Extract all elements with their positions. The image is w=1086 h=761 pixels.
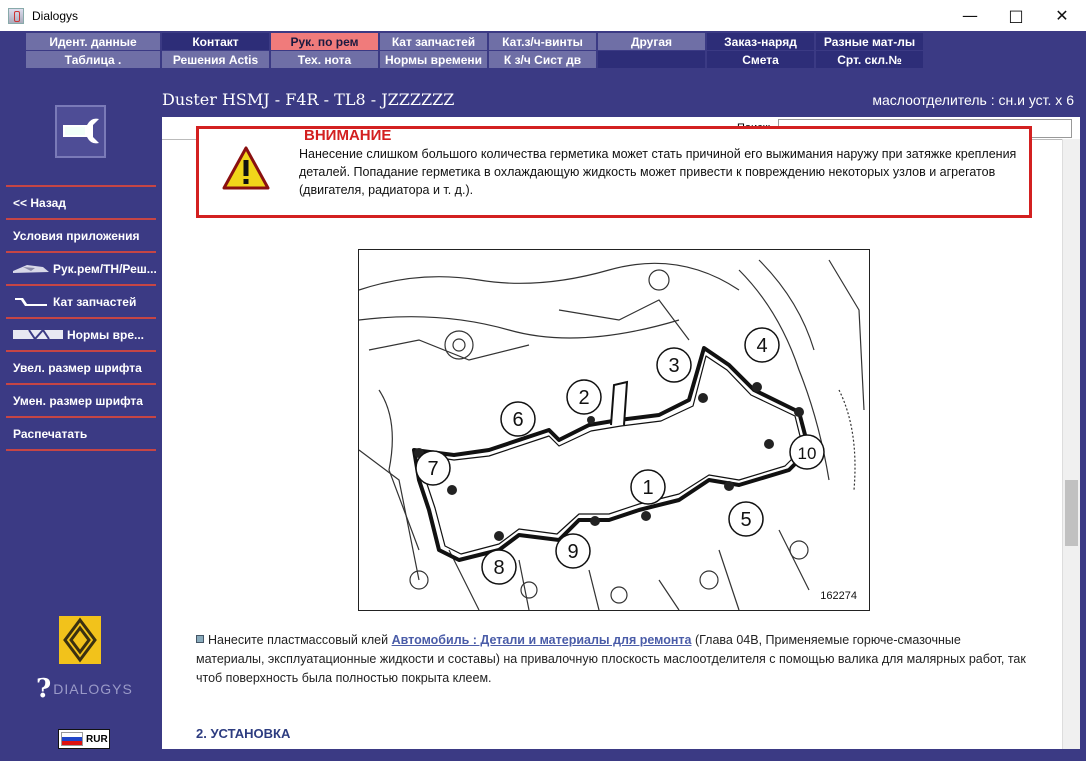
instruction-paragraph [196,631,1026,688]
tab-table[interactable]: Таблица . [26,51,160,68]
callout-10: 10 [797,444,817,463]
repair-wrench-icon [55,105,106,158]
page-title: Duster HSMJ - F4R - TL8 - JZZZZZZ [162,90,455,109]
sidebar-item-increase-font[interactable] [6,352,156,385]
tab-parts-catalog[interactable]: Кат запчастей [380,33,487,50]
tab-contact[interactable]: Контакт [162,33,269,50]
sidebar-item-label: Кат запчастей [53,294,137,309]
callout-9: 9 [567,541,579,563]
tab-estimate[interactable]: Смета [707,51,814,68]
warning-text: Нанесение слишком большого количества герметика может стать причиной его выжимания наружу при затяжке крепления деталей. Попадание герметика в охлаждающую жидкость может привести к повреждению некоторых узлов и агрегатов (двигателя, радиатора и т. д.). [299,147,1017,197]
title-bar [0,0,1086,31]
sidebar-item-label: Нормы вре... [67,327,145,342]
warning-box [196,126,1032,218]
renault-logo [59,616,101,664]
materials-link[interactable]: Автомобиль : Детали и материалы для ремонта [391,633,692,647]
callout-8: 8 [493,557,505,579]
currency-label: RUR [86,733,108,745]
sidebar-item-label: Умен. размер шрифта [13,393,143,408]
sidebar-item-label: Увел. размер шрифта [13,360,142,375]
tab-work-order[interactable]: Заказ-наряд [707,33,814,50]
warning-title: ВНИМАНИЕ [304,127,392,144]
sidebar-item-labor-times[interactable] [6,319,156,352]
oil-separator-illustration [359,250,871,612]
warning-triangle-icon [221,145,271,191]
callout-1: 1 [642,477,654,499]
tab-engine-system-parts[interactable]: К з/ч Сист дв [489,51,596,68]
sidebar-item-back[interactable] [6,187,156,220]
document-view [162,127,1062,749]
window-title: Dialogys [32,8,79,23]
help-question-icon: ? [36,674,52,704]
manual-icon [13,263,49,274]
callout-3: 3 [668,355,680,377]
java-app-icon [8,8,24,24]
content-panel [162,117,1080,749]
time-icon [13,329,63,340]
sidebar-item-parts-catalog[interactable] [6,286,156,319]
callout-7: 7 [427,458,439,480]
dialogys-logo [36,674,133,704]
russia-flag-icon [61,732,83,746]
currency-selector[interactable] [58,729,110,749]
engine-diagram [358,249,870,611]
sidebar-item-label: Условия приложения [13,228,140,243]
minimize-icon[interactable]: — [962,6,978,25]
document-header [162,88,1080,116]
sidebar-item-decrease-font[interactable] [6,385,156,418]
bullet-icon [196,635,204,643]
callout-6: 6 [512,409,524,431]
sidebar-item-label: Распечатать [13,426,88,441]
scrollbar-thumb[interactable] [1065,480,1078,546]
instruction-text-after: (Глава 04B, Применяемые горюче-смазочные материалы, эксплуатационные жидкости и составы) на привалочную плоскость маслоотделителя с помощью валика для малярных работ, так чтоб поверхность была полностью покрыта клеем. [196,633,1026,685]
brand-name: DIALOGYS [53,681,133,697]
tab-other[interactable]: Другая [598,33,705,50]
callout-4: 4 [756,335,768,357]
vertical-scrollbar[interactable] [1062,139,1080,749]
tab-warehouse-sort[interactable]: Срт. скл.№ [816,51,923,68]
sidebar-item-print[interactable] [6,418,156,451]
tab-empty [598,51,705,68]
callout-2: 2 [578,387,590,409]
tab-tech-note[interactable]: Тех. нота [271,51,378,68]
figure-number: 162274 [820,590,857,602]
section-heading: 2. УСТАНОВКА [196,726,291,741]
maximize-icon[interactable]: □ [1008,6,1024,25]
sidebar-item-label: << Назад [13,195,66,210]
tab-labor-times[interactable]: Нормы времени [380,51,487,68]
callout-5: 5 [740,509,752,531]
parts-icon [13,296,49,307]
tab-ident-data[interactable]: Идент. данные [26,33,160,50]
sidebar-item-label: Рук.рем/ТН/Реш... [53,261,157,276]
sidebar-item-application-conditions[interactable] [6,220,156,253]
tab-repair-manual[interactable]: Рук. по рем [271,33,378,50]
instruction-text-before: Нанесите пластмассовый клей [208,633,392,647]
tab-parts-screws[interactable]: Кат.з/ч-винты [489,33,596,50]
tab-misc-materials[interactable]: Разные мат-лы [816,33,923,50]
page-subtitle: маслоотделитель : сн.и уст. х 6 [872,92,1074,108]
tab-actis-solutions[interactable]: Решения Actis [162,51,269,68]
close-icon[interactable]: ✕ [1055,6,1069,25]
sidebar-item-repair-manual[interactable] [6,253,156,286]
